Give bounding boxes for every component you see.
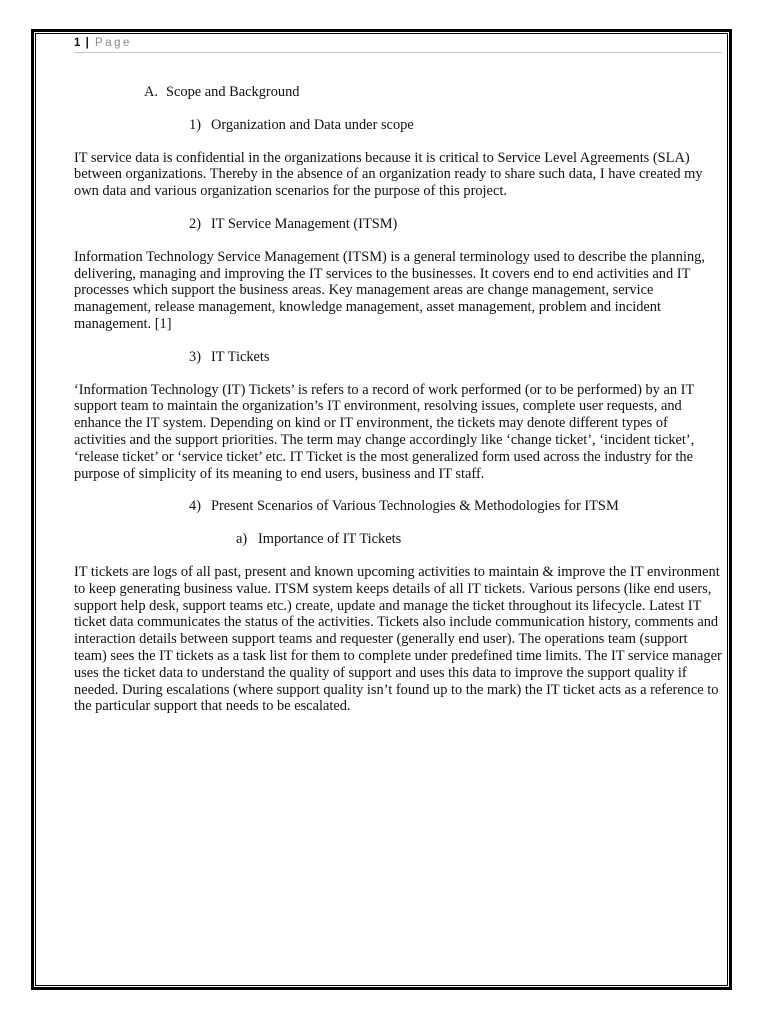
subsection-heading-2	[189, 216, 722, 233]
page-header	[74, 34, 722, 53]
paragraph-importance-it-tickets: IT tickets are logs of all past, present and known upcoming activities to maintain & improve the IT environment to keep generating business value. ITSM system keeps details of all IT tickets. Various persons (like end users, support help desk, support teams etc.) create, update and manage the ticket throughout its lifecycle. Latest IT ticket data communicates the status of the activities. Tickets also include communication history, comments and interaction details between support teams and requester (generally end user). The operations team (support team) sees the IT tickets as a task list for them to complete under predefined time limits. The IT service manager uses the ticket data to understand the quality of support and uses this data to improve the support quality if needed. During escalations (where support quality isn’t found up to the mark) the IT ticket acts as a reference to the particular support that needs to be escalated.	[74, 563, 722, 715]
sub-subsection-marker: a)	[236, 531, 248, 548]
subsection-marker: 2)	[189, 215, 201, 232]
page-word: Page	[95, 37, 132, 49]
sub-subsection-heading-a	[236, 531, 722, 548]
page-separator: |	[85, 37, 89, 49]
subsection-heading-4	[189, 498, 722, 515]
subsection-title: Present Scenarios of Various Technologies & Methodologies for ITSM	[211, 498, 619, 515]
subsection-marker: 3)	[189, 348, 201, 365]
subsection-marker: 4)	[189, 498, 201, 515]
paragraph-it-tickets: ‘Information Technology (IT) Tickets’ is refers to a record of work performed (or to be performed) by an IT support team to maintain the organization’s IT environment, resolving issues, complete user requests, and enhance the IT system. Depending on kind or IT environment, the tickets may denote different types of activities and the support priorities. The term may change accordingly like ‘change ticket’, ‘incident ticket’, ‘release ticket’ or ‘service ticket’ etc. IT Ticket is the most generalized form used across the industry for the purpose of simplicity of its meaning to end users, business and IT staff.	[74, 381, 695, 482]
subsection-title: IT Tickets	[211, 348, 270, 365]
paragraph-organization-data: IT service data is confidential in the organizations because it is critical to Service Level Agreements (SLA) between organizations. Thereby in the absence of an organization ready to share such data, I have created my own data and various organization scenarios for the purpose of this project.	[74, 149, 703, 200]
subsection-heading-1	[189, 117, 722, 134]
paragraph-itsm: Information Technology Service Management (ITSM) is a general terminology used to describe the planning, delivering, managing and improving the IT services to the businesses. It covers end to end activities and IT processes which support the business areas. Key management areas are change management, service management, release management, knowledge management, asset management, problem and incident management. [1]	[74, 248, 705, 332]
page-number: 1	[74, 37, 81, 49]
subsection-marker: 1)	[189, 116, 201, 133]
section-marker: A.	[144, 84, 158, 100]
subsection-title: IT Service Management (ITSM)	[211, 215, 398, 232]
section-title: Scope and Background	[166, 84, 300, 100]
document-body	[74, 84, 722, 731]
subsection-title: Organization and Data under scope	[211, 116, 414, 133]
sub-subsection-title: Importance of IT Tickets	[258, 531, 402, 548]
section-heading-a	[144, 84, 722, 101]
subsection-heading-3	[189, 349, 722, 366]
